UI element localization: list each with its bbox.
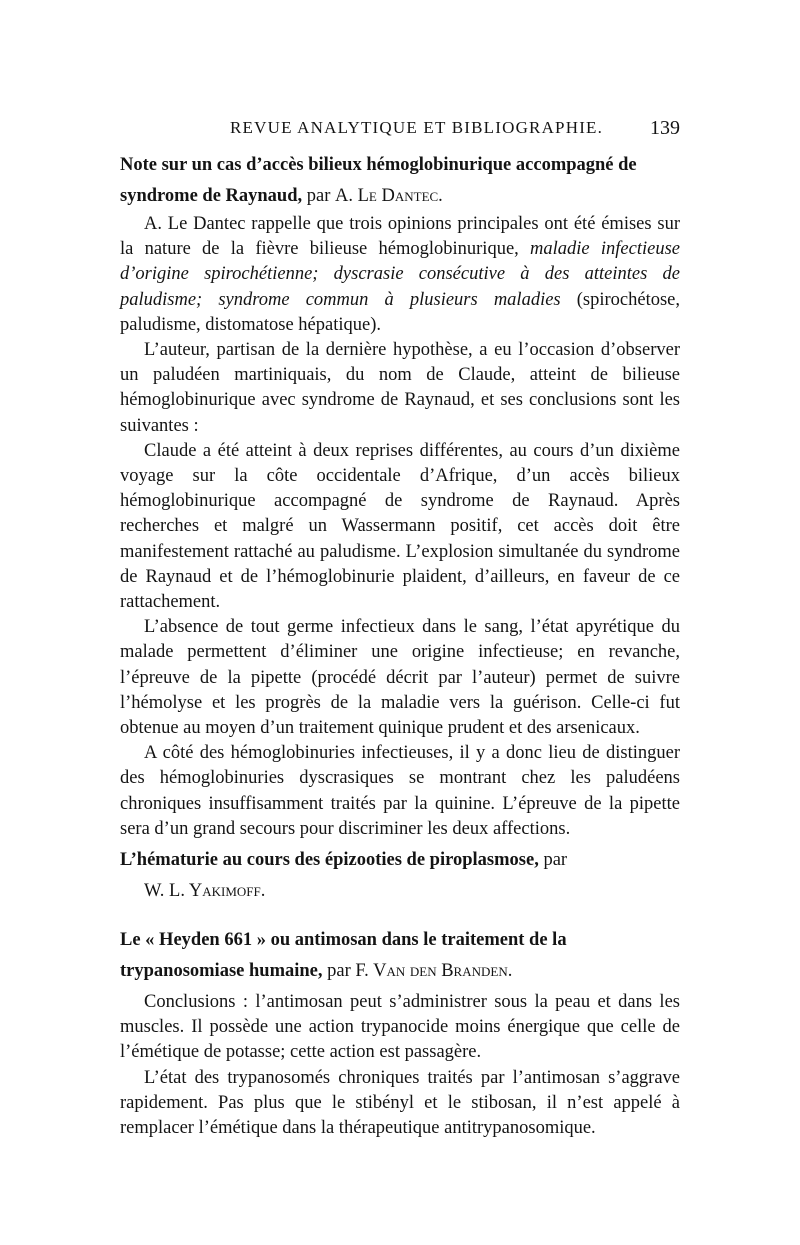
- article-1-paragraph: A côté des hémoglobinuries infectieuses, il y a donc lieu de distinguer des hémoglobinuries dyscrasiques se montrant chez les paludéens chroniques insuffisamment traités par la quinine. L’épreuve de la pipette sera d’un grand secours pour discriminer les deux affections.: [120, 743, 680, 839]
- article-1-paragraph: L’auteur, partisan de la dernière hypothèse, a eu l’occasion d’observer un paludéen martiniquais, du nom de Claude, atteint de bilieuse hémoglobinurique avec syndrome de Raynaud, et ses conclusions sont les suivantes :: [120, 340, 680, 436]
- running-header: [120, 118, 680, 142]
- article-2-par: par: [543, 850, 568, 870]
- article-3-title: Le « Heyden 661 » ou antimosan dans le traitement de la trypanosomiase humaine,: [120, 930, 567, 981]
- article-1-body: [120, 212, 680, 842]
- article-1-par: par: [306, 186, 331, 206]
- article-3-paragraph: Conclusions : l’antimosan peut s’administrer sous la peau et dans les muscles. Il possède une action trypanocide moins énergique que celle de l’émétique de potasse; cette action est passagère.: [120, 992, 680, 1063]
- running-title: REVUE ANALYTIQUE ET BIBLIOGRAPHIE.: [230, 118, 604, 137]
- article-3-heading: [120, 925, 680, 987]
- italic-phrase: maladie infectieuse d’origine spirochétienne; dyscrasie consécutive à des atteintes de paludisme; syndrome commun à plusieurs maladies: [120, 239, 680, 310]
- article-2-title: L’hématurie au cours des épizooties de piroplasmose,: [120, 850, 539, 870]
- article-3-paragraph: L’état des trypanosomés chroniques traités par l’antimosan s’aggrave rapidement. Pas plus que le stibényl et le stibosan, il n’est appelé à remplacer l’émétique dans la thérapeutique antitrypanosomique.: [120, 1067, 680, 1139]
- article-1-paragraph: Claude a été atteint à deux reprises différentes, au cours d’un dixième voyage sur la côte occidentale d’Afrique, d’un accès bilieux hémoglobinurique accompagné de syndrome de Raynaud. Après recherches et malgré un Wassermann positif, cet accès doit être manifestement rattaché au paludisme. L’explosion simultanée du syndrome de Raynaud et de l’hémoglobinurie plaident, d’ailleurs, en faveur de ce rattachement.: [120, 440, 680, 613]
- article-2-author: W. L. Yakimoff.: [144, 881, 266, 901]
- article-3-author: F. Van den Branden.: [355, 961, 513, 981]
- article-1-title: Note sur un cas d’accès bilieux hémoglobinurique accompagné de syndrome de Raynaud,: [120, 155, 637, 206]
- article-1-paragraph: L’absence de tout germe infectieux dans le sang, l’état apyrétique du malade permettent d’éliminer une origine infectieuse; en revanche, l’épreuve de la pipette (procédé décrit par l’auteur) permet de suivre l’hémolyse et les progrès de la maladie vers la guérison. Celle-ci fut obtenue au moyen d’un traitement quinique prudent et des arsenicaux.: [120, 617, 680, 739]
- article-1-paragraph: A. Le Dantec rappelle que trois opinions principales ont été émises sur la nature de la fièvre bilieuse hémoglobinurique, maladie infectieuse d’origine spirochétienne; dyscrasie consécutive à des atteintes de paludisme; syndrome commun à plusieurs maladies (spirochétose, paludisme, distomatose hépatique).: [120, 214, 681, 335]
- article-1-author: A. Le Dantec.: [335, 186, 443, 206]
- page-number: 139: [650, 117, 680, 139]
- article-3-body: [120, 990, 680, 1141]
- article-1-heading: [120, 150, 680, 212]
- article-2-heading: [120, 845, 680, 907]
- article-3-par: par: [327, 961, 351, 981]
